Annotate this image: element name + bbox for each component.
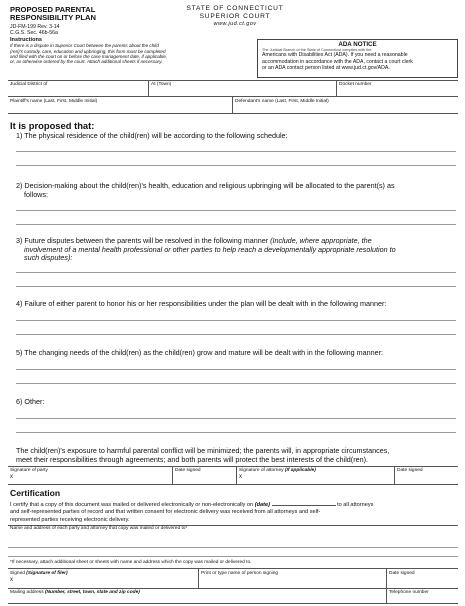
mailing-address-field[interactable]: [10, 590, 384, 602]
party-signature-label: Signature of party: [10, 468, 48, 473]
filer-divider: [198, 568, 199, 588]
proposed-heading: It is proposed that:: [10, 120, 95, 131]
state-name: STATE OF CONNECTICUT: [186, 5, 284, 12]
answer-line[interactable]: [16, 165, 456, 166]
party-date-signed-field[interactable]: Date signed: [175, 468, 201, 473]
form-number: JD-FM-199 Rev. 3-14: [10, 24, 60, 30]
form-title-line1: PROPOSED PARENTAL: [10, 5, 96, 14]
field-grid-mid: [8, 96, 458, 97]
party-signature-field[interactable]: [10, 468, 170, 483]
filer-signature-label: [10, 571, 196, 577]
certification-heading: Certification: [10, 488, 61, 498]
field-divider: [336, 80, 337, 96]
certification-line3: represented parties receiving electronic delivery.: [10, 516, 130, 523]
attorney-signature-label: [239, 468, 393, 474]
answer-line[interactable]: [16, 383, 456, 384]
proposed-item-4: 4) Failure of either parent to honor his or her responsibilities under the plan will be dealt with in the following manner:: [16, 299, 387, 308]
attach-note: *If necessary, attach additional sheet or sheets with name and address which the copy was mailed or delivered to.: [10, 560, 252, 565]
print-name-field[interactable]: Print or type name of person signing: [201, 571, 279, 576]
signature-mark: x: [10, 473, 13, 480]
proposed-item-3-line2: involvement of a mental health professional or other parties to help reach a developmentally appropriate resolution to: [24, 244, 396, 254]
answer-line[interactable]: [16, 272, 456, 273]
filer-grid-top: [8, 568, 458, 569]
filer-signature-field[interactable]: [10, 571, 196, 587]
certification-line2: and self-represented parties of record and that written consent for electronic delivery was received from all attorneys and self-: [10, 509, 321, 516]
proposed-item-2-line1: 2) Decision-making about the child(ren)'s health, education and religious upbringing will be allocated to the parent(s) as: [16, 181, 395, 190]
answer-line[interactable]: [16, 210, 456, 211]
certification-line1a: I certify that a copy of this document was mailed or delivered electronically or non-electronically on: [10, 502, 254, 508]
instructions-line: (ren)'s custody, care, education and upbringing, this form must be completed: [10, 48, 166, 54]
proposed-item-3: [16, 237, 396, 263]
attorney-signature-field[interactable]: [239, 468, 393, 483]
proposed-item-3-line3: such disputes):: [24, 253, 73, 263]
proposed-item-6: 6) Other:: [16, 397, 45, 406]
attorney-date-signed-field[interactable]: Date signed: [397, 468, 423, 473]
answer-line[interactable]: [16, 286, 456, 287]
court-header: [160, 5, 310, 28]
names-addresses-label: Name and address of each party and attorney that copy was mailed or delivered to*: [10, 526, 188, 531]
defendant-name-label: Defendant's name (Last, First, Middle Initial): [235, 99, 329, 104]
field-divider: [148, 80, 149, 96]
answer-line[interactable]: [16, 432, 456, 433]
certification-line1: [10, 500, 458, 509]
plaintiff-name-label: Plaintiff's name (Last, First, Middle Initial): [10, 99, 98, 104]
filer-grid-mid: [8, 588, 458, 589]
ada-line: or an ADA contact person listed at www.jud.ct.gov/ADA.: [262, 65, 390, 72]
field-divider: [232, 96, 233, 113]
closing-statement: [16, 447, 389, 464]
mailing-address-italic: (Number, street, town, state and zip code): [44, 590, 140, 595]
signature-row-bottom: [8, 484, 458, 485]
filer-date-signed-field[interactable]: Date signed: [389, 571, 415, 576]
judicial-district-field[interactable]: Judicial District of: [10, 82, 48, 87]
certification-date-input[interactable]: [272, 500, 336, 506]
town-field[interactable]: At (Town): [151, 82, 172, 87]
proposed-item-2-line2: follows:: [24, 189, 48, 199]
answer-line[interactable]: [16, 320, 456, 321]
signature-divider: [394, 466, 395, 484]
filer-divider: [386, 568, 387, 603]
names-line: [8, 556, 458, 557]
plaintiff-name-field[interactable]: [10, 99, 230, 112]
filer-signed-italic: (Signature of filer): [26, 571, 68, 576]
answer-line[interactable]: [16, 369, 456, 370]
proposed-item-3-text: 3) Future disputes between the parents will be resolved in the following manner: [16, 236, 269, 245]
certification-date-label: (date): [254, 502, 270, 508]
names-line: [8, 547, 458, 548]
proposed-item-2: [16, 182, 395, 199]
ada-line: The Judicial Branch of the State of Connecticut complies with the: [262, 48, 372, 52]
docket-number-field[interactable]: Docket number: [339, 82, 372, 87]
names-addresses-field[interactable]: [10, 526, 456, 556]
ada-heading: ADA NOTICE: [338, 41, 377, 48]
proposed-item-1: 1) The physical residence of the child(ren) will be according to the following schedule:: [16, 131, 288, 140]
defendant-name-field[interactable]: [235, 99, 455, 112]
form-title: [10, 6, 96, 23]
ada-notice: [257, 39, 458, 78]
signature-divider: [172, 466, 173, 484]
instructions-line: or, as otherwise ordered by the court. Attach additional sheets if necessary.: [10, 59, 163, 65]
court-name: SUPERIOR COURT: [199, 13, 271, 20]
filer-grid-bottom: [8, 603, 458, 604]
form-title-line2: RESPONSIBILITY PLAN: [10, 13, 96, 23]
instructions-heading: Instructions: [10, 37, 43, 43]
telephone-number-field[interactable]: Telephone number: [389, 590, 429, 595]
signature-mark: x: [10, 576, 13, 583]
field-grid-bottom: [8, 113, 458, 114]
ada-line: accommodation in accordance with the ADA, contact a court clerk: [262, 58, 413, 65]
certification-line1b: to all attorneys: [337, 502, 374, 508]
court-website: www.jud.ct.gov: [213, 21, 257, 27]
instructions-line: If there is a dispute in Superior Court between the parents about the child: [10, 43, 159, 49]
ada-line: Americans with Disabilities Act (ADA). If you need a reasonable: [262, 52, 408, 59]
attorney-signature-text: Signature of attorney: [239, 468, 284, 473]
signature-divider: [236, 466, 237, 484]
closing-line2: meet their responsibilities through agreements; and both parents will protect the best interests of the child(ren).: [16, 454, 368, 464]
statute-reference: C.G.S. Sec. 46b-56a: [10, 30, 58, 36]
answer-line[interactable]: [16, 418, 456, 419]
proposed-item-5: 5) The changing needs of the child(ren) as the child(ren) grow and mature will be dealt with in the following manner:: [16, 348, 384, 357]
answer-line[interactable]: [16, 151, 456, 152]
filer-signed-text: Signed: [10, 571, 25, 576]
answer-line[interactable]: [16, 224, 456, 225]
proposed-item-3-italic: (Include, where appropriate, the: [270, 236, 372, 245]
closing-line1: The child(ren)'s exposure to harmful parental conflict will be minimized; the parents will, in appropriate circumstances,: [16, 446, 390, 455]
certification-text: [10, 500, 458, 524]
instructions-line: and filed with the court on or before the case management date, if applicable,: [10, 53, 168, 59]
mailing-address-text: Mailing address: [10, 590, 44, 595]
answer-line[interactable]: [16, 334, 456, 335]
instructions-block: [10, 37, 250, 64]
attorney-if-applicable: (If applicable): [284, 468, 316, 473]
field-grid-top: [8, 80, 458, 81]
signature-mark: x: [239, 473, 242, 480]
signature-row-top: [8, 466, 458, 467]
